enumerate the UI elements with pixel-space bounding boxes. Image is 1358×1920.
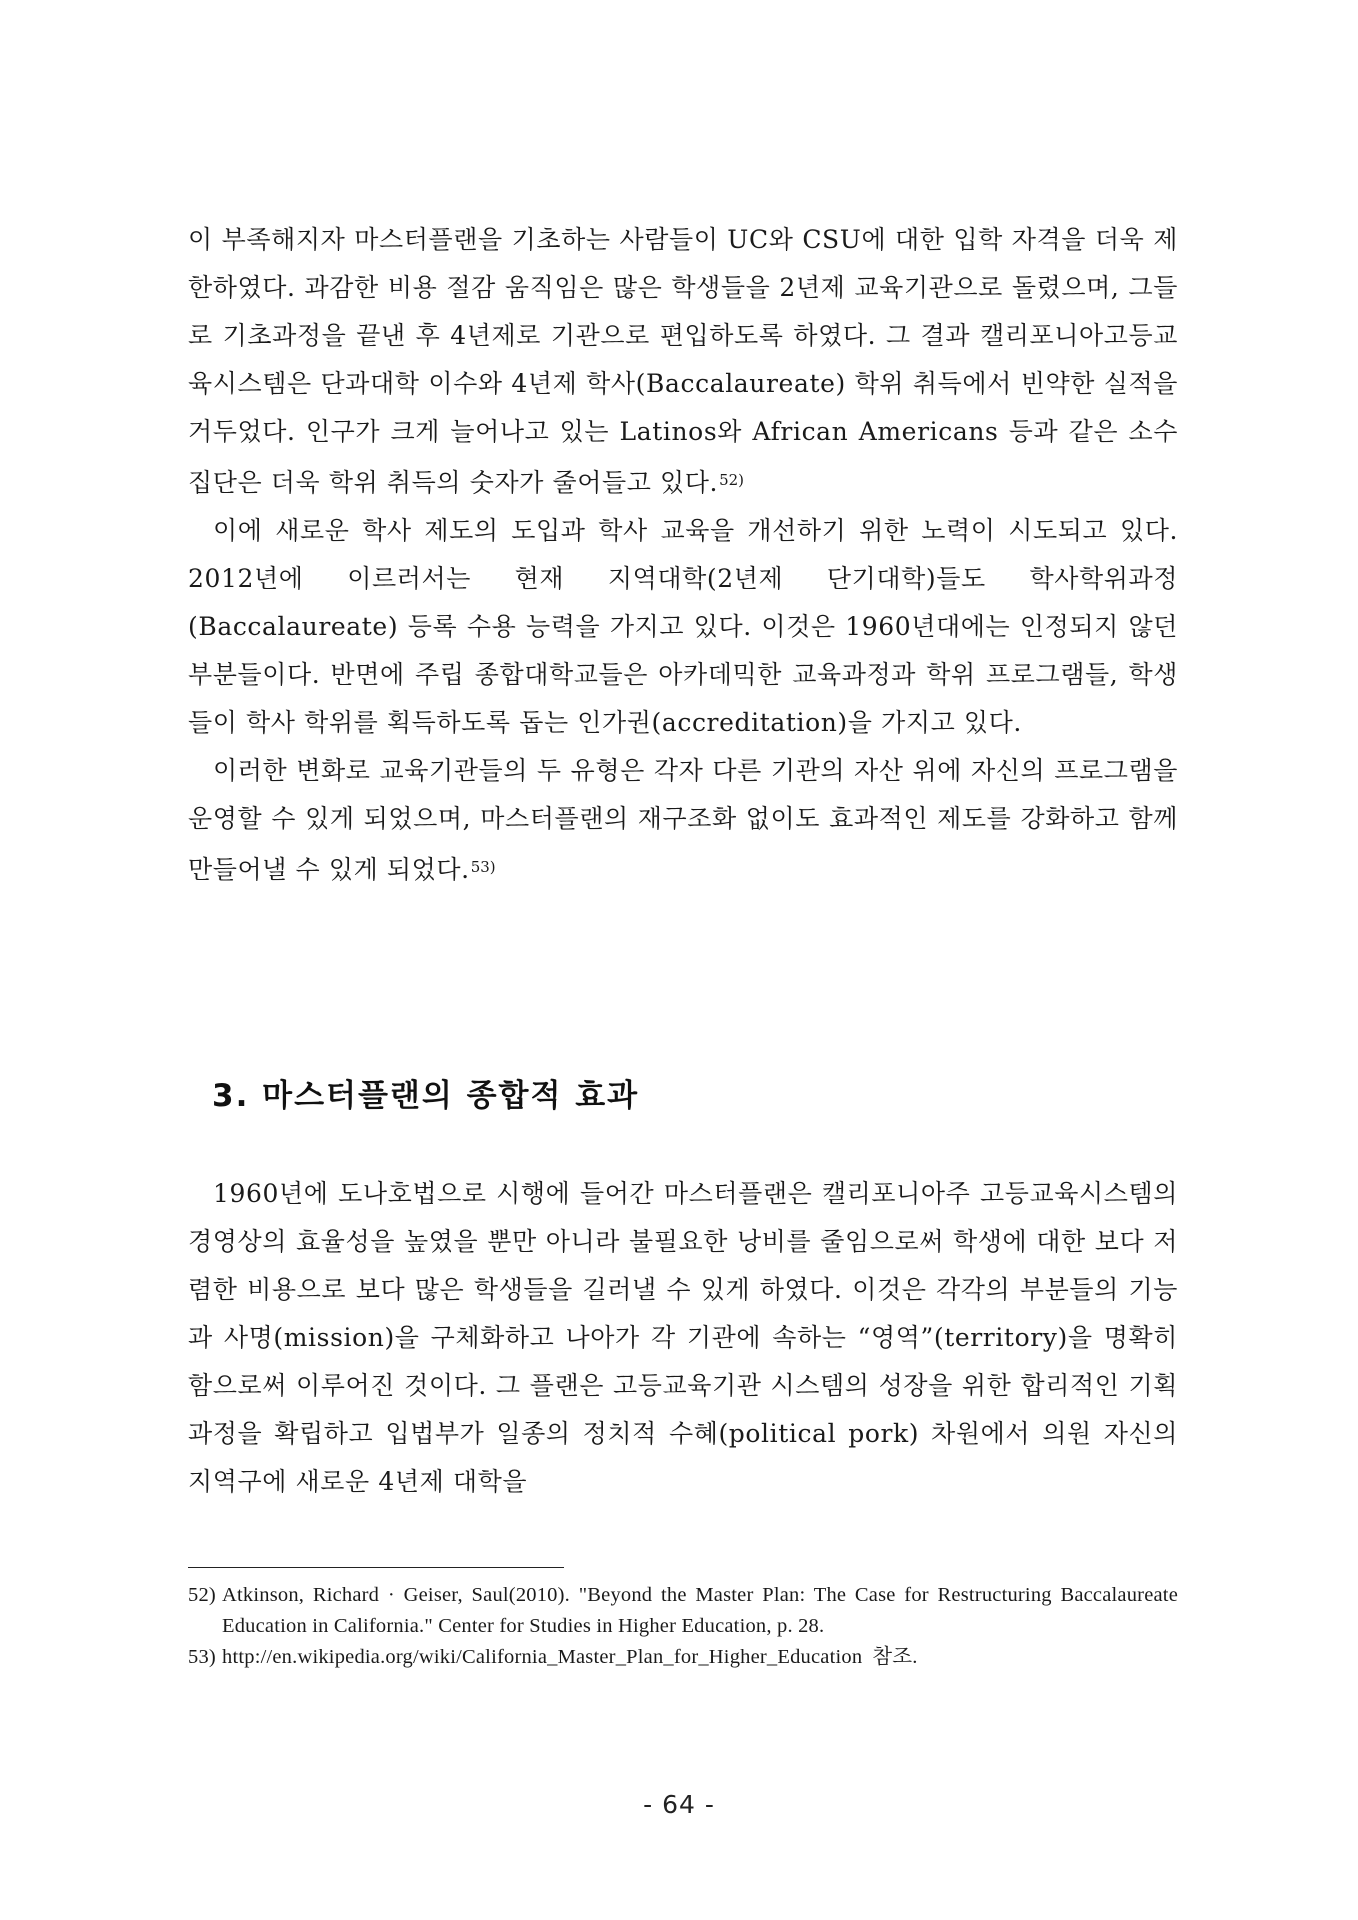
footnote-number: 53) xyxy=(188,1646,216,1668)
footnotes xyxy=(188,1580,1178,1673)
paragraph: 1960년에 도나호법으로 시행에 들어간 마스터플랜은 캘리포니아주 고등교육시스템의 경영상의 효율성을 높였을 뿐만 아니라 불필요한 낭비를 줄임으로써 학생에 대한 보다 저렴한 비용으로 보다 많은 학생들을 길러낼 수 있게 하였다. 이것은 각각의 부분들의 기능과 사명(mission)을 구체화하고 나아가 각 기관에 속하는 “영역”(territory)을 명확히 함으로써 이루어진 것이다. 그 플랜은 고등교육기관 시스템의 성장을 위한 합리적인 기획 과정을 확립하고 입법부가 일종의 정치적 수혜(political pork) 차원에서 의원 자신의 지역구에 새로운 4년제 대학을 xyxy=(188,1179,1178,1496)
footnote-link[interactable]: http://en.wikipedia.org/wiki/California_Master_Plan_for_Higher_Education xyxy=(222,1646,863,1668)
footnote-reference[interactable]: 52) xyxy=(719,471,745,489)
footnote-number: 52) xyxy=(188,1584,216,1606)
paragraph: 이러한 변화로 교육기관들의 두 유형은 각자 다른 기관의 자산 위에 자신의 프로그램을 운영할 수 있게 되었으며, 마스터플랜의 재구조화 없이도 효과적인 제도를 강화하고 함께 만들어낼 수 있게 되었다.$^{53)}$ xyxy=(188,756,1178,884)
footnote-suffix: 참조. xyxy=(872,1646,918,1668)
footnote-text: Atkinson, Richard · Geiser, Saul(2010). "Beyond the Master Plan: The Case for Restructuring Baccalaureate Education in California." Center for Studies in Higher Education, p. 28. xyxy=(222,1584,1178,1637)
footnote-reference[interactable]: 53) xyxy=(470,858,496,876)
section-body-text xyxy=(188,1170,1178,1506)
page-number: - 64 - xyxy=(643,1790,715,1819)
paragraph: 이 부족해지자 마스터플랜을 기초하는 사람들이 UC와 CSU에 대한 입학 자격을 더욱 제한하였다. 과감한 비용 절감 움직임은 많은 학생들을 2년제 교육기관으로 돌렸으며, 그들로 기초과정을 끝낸 후 4년제로 기관으로 편입하도록 하였다. 그 결과 캘리포니아고등교육시스템은 단과대학 이수와 4년제 학사(Baccalaureate) 학위 취득에서 빈약한 실적을 거두었다. 인구가 크게 늘어나고 있는 Latinos와 African Americans 등과 같은 소수집단은 더욱 학위 취득의 숫자가 줄어들고 있다.$^{52)}$ xyxy=(188,225,1178,497)
footnote-item xyxy=(188,1642,1178,1673)
footnote-item xyxy=(188,1580,1178,1642)
paragraph: 이에 새로운 학사 제도의 도입과 학사 교육을 개선하기 위한 노력이 시도되고 있다. 2012년에 이르러서는 현재 지역대학(2년제 단기대학)들도 학사학위과정(Baccalaureate) 등록 수용 능력을 가지고 있다. 이것은 1960년대에는 인정되지 않던 부분들이다. 반면에 주립 종합대학교들은 아카데믹한 교육과정과 학위 프로그램들, 학생들이 학사 학위를 획득하도록 돕는 인가권(accreditation)을 가지고 있다. xyxy=(188,516,1178,737)
footnote-divider xyxy=(188,1567,564,1568)
section-continued-text xyxy=(188,216,1178,894)
section-heading: 3. 마스터플랜의 종합적 효과 xyxy=(212,1078,640,1114)
